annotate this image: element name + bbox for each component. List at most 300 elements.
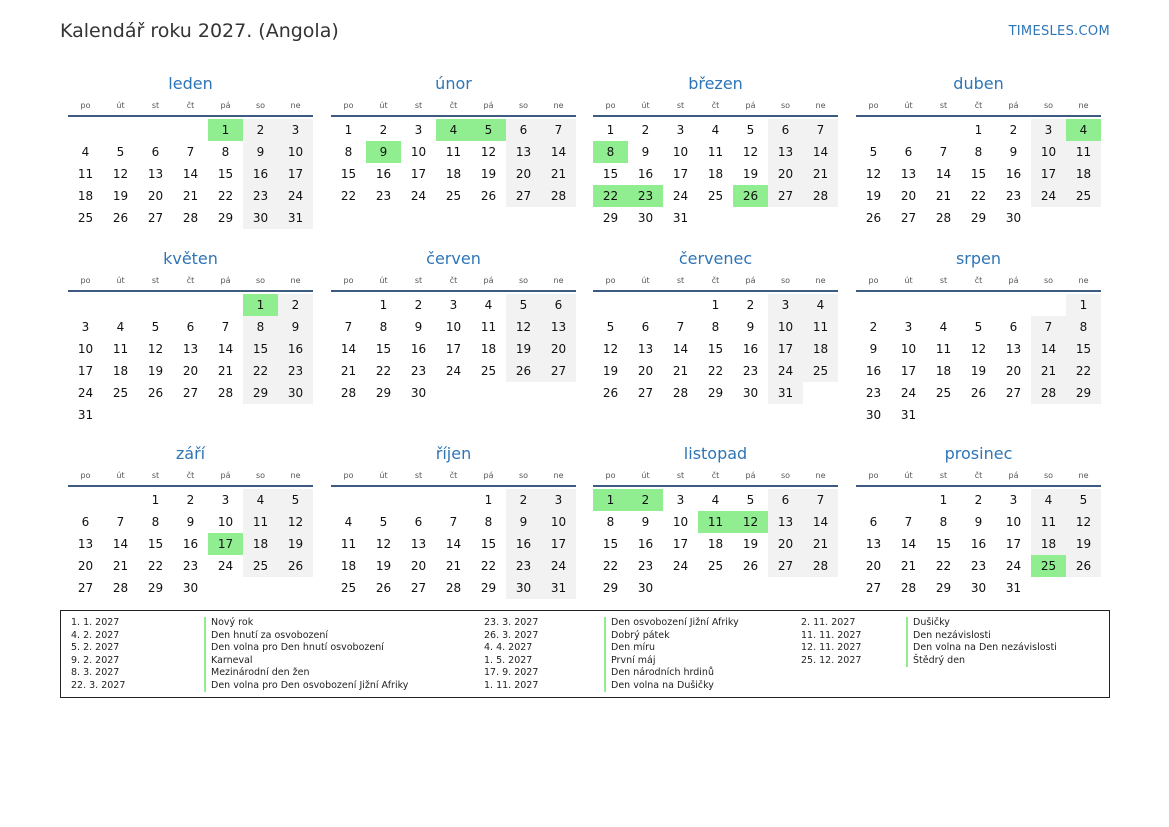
day-cell: 26 [480,189,497,203]
day-cell: 31 [900,408,917,422]
day-cell: 17 [900,364,917,378]
weekday-header [331,99,576,117]
legend-dates-column [71,617,125,692]
weekday-label: út [116,471,125,480]
day-cell: 28 [900,581,917,595]
day-cell: 25 [480,364,497,378]
day-cell: 5 [746,123,755,137]
weekday-label: st [151,471,160,480]
day-cell: 2 [243,119,278,141]
weekday-label: po [605,471,616,480]
weekday-header [68,99,313,117]
day-cell: 1 [1066,294,1101,316]
day-cell: 2 [869,320,878,334]
day-cell: 24 [541,555,576,577]
weekday-label: st [939,471,948,480]
day-cell: 22 [217,189,234,203]
day-cell: 19 [970,364,987,378]
day-cell: 11 [935,342,952,356]
holiday-day: 22 [593,185,628,207]
holiday-day: 11 [698,511,733,533]
weekday-label: st [151,101,160,110]
day-cell: 6 [768,119,803,141]
empty-cell [331,489,366,511]
day-cell: 11 [243,511,278,533]
legend-date: 4. 2. 2027 [71,629,120,641]
day-cell: 14 [803,141,838,163]
day-cell: 21 [112,559,129,573]
day-cell: 27 [865,581,882,595]
day-cell: 5 [116,145,125,159]
legend-date: 8. 3. 2027 [71,667,120,678]
month-březen [593,73,838,229]
day-cell: 30 [1005,211,1022,225]
legend-holiday-name: Den hnutí za osvobození [204,630,408,643]
day-cell: 3 [449,298,458,312]
legend-date: 11. 11. 2027 [801,629,862,641]
legend-names-column [906,617,1057,667]
day-cell: 25 [707,189,724,203]
day-cell: 12 [480,145,497,159]
day-cell: 10 [1005,515,1022,529]
day-cell: 11 [340,537,357,551]
legend-holiday-name: Mezinárodní den žen [204,667,408,680]
day-cell: 9 [506,511,541,533]
empty-cell [663,294,698,316]
day-cell: 31 [672,211,689,225]
day-cell: 8 [344,145,353,159]
day-cell: 27 [768,555,803,577]
day-cell: 18 [77,189,94,203]
day-cell: 5 [746,493,755,507]
day-cell: 11 [803,316,838,338]
day-cell: 4 [711,493,720,507]
holiday-day: 4 [436,119,471,141]
day-cell: 30 [278,382,313,404]
day-cell: 23 [410,364,427,378]
empty-cell [173,294,208,316]
empty-cell [366,489,401,511]
day-cell: 13 [768,141,803,163]
empty-cell [856,294,891,316]
day-cell: 13 [182,342,199,356]
day-cell: 13 [865,537,882,551]
month-name: leden [168,74,213,93]
weekday-label: út [116,276,125,285]
day-cell: 3 [81,320,90,334]
weekday-label: st [414,276,423,285]
day-cell: 13 [506,141,541,163]
month-listopad [593,443,838,599]
day-cell: 2 [1009,123,1018,137]
day-cell: 20 [77,559,94,573]
day-cell: 26 [278,555,313,577]
weekday-label: so [780,471,791,480]
weekday-label: st [676,276,685,285]
weekday-label: po [868,471,879,480]
month-name: květen [163,249,218,268]
day-cell: 22 [480,559,497,573]
empty-cell [401,489,436,511]
empty-cell [628,294,663,316]
day-cell: 27 [182,386,199,400]
weekday-label: čt [974,471,983,480]
day-cell: 29 [602,211,619,225]
month-name: říjen [435,444,472,463]
day-cell: 28 [182,211,199,225]
month-říjen [331,443,576,599]
weekday-label: ne [290,101,301,110]
day-cell: 17 [541,533,576,555]
day-cell: 29 [217,211,234,225]
month-prosinec [856,443,1101,599]
day-cell: 5 [974,320,983,334]
day-cell: 16 [637,537,654,551]
empty-cell [926,294,961,316]
empty-cell [331,294,366,316]
day-cell: 16 [278,338,313,360]
day-cell: 17 [672,537,689,551]
day-cell: 4 [81,145,90,159]
day-cell: 5 [151,320,160,334]
month-srpen [856,248,1101,426]
day-cell: 27 [900,211,917,225]
day-cell: 21 [672,364,689,378]
day-grid [68,294,313,426]
weekday-label: st [939,276,948,285]
weekday-label: so [518,276,529,285]
empty-cell [138,119,173,141]
day-cell: 7 [116,515,125,529]
legend-date: 4. 4. 2027 [484,642,533,653]
day-cell: 31 [278,207,313,229]
day-cell: 28 [217,386,234,400]
legend-date: 23. 3. 2027 [484,617,539,628]
empty-cell [68,119,103,141]
day-cell: 15 [243,338,278,360]
weekday-label: ne [553,101,564,110]
day-cell: 21 [182,189,199,203]
weekday-label: út [641,276,650,285]
day-cell: 17 [77,364,94,378]
day-cell: 18 [707,537,724,551]
day-cell: 28 [112,581,129,595]
month-duben [856,73,1101,229]
legend-holiday-name: Den volna pro Den osvobození Jižní Afriky [204,680,408,693]
day-cell: 27 [147,211,164,225]
day-cell: 6 [904,145,913,159]
day-cell: 7 [344,320,353,334]
day-cell: 23 [278,360,313,382]
month-name: duben [953,74,1004,93]
weekday-label: so [255,471,266,480]
day-cell: 19 [506,338,541,360]
day-grid [331,119,576,207]
day-cell: 17 [1031,163,1066,185]
legend-holiday-name: Štědrý den [906,655,1057,668]
day-cell: 3 [768,294,803,316]
day-cell: 3 [904,320,913,334]
brand-link[interactable]: TIMESLES.COM [1008,24,1110,39]
day-cell: 17 [1005,537,1022,551]
day-cell: 6 [506,119,541,141]
day-cell: 6 [151,145,160,159]
weekday-header [593,99,838,117]
weekday-label: st [676,101,685,110]
day-cell: 3 [1031,119,1066,141]
empty-cell [891,489,926,511]
day-cell: 16 [1005,167,1022,181]
day-cell: 22 [1066,360,1101,382]
weekday-label: po [605,101,616,110]
weekday-label: út [904,101,913,110]
day-cell: 20 [506,163,541,185]
day-cell: 8 [151,515,160,529]
day-cell: 8 [379,320,388,334]
weekday-label: pá [483,471,494,480]
day-cell: 15 [707,342,724,356]
weekday-label: čt [449,471,458,480]
day-cell: 29 [602,581,619,595]
day-cell: 3 [676,123,685,137]
day-cell: 5 [379,515,388,529]
day-cell: 6 [186,320,195,334]
weekday-label: pá [745,276,756,285]
weekday-label: út [379,471,388,480]
empty-cell [208,294,243,316]
day-cell: 14 [672,342,689,356]
legend-names-column [604,617,739,692]
legend-date: 9. 2. 2027 [71,654,120,666]
day-cell: 28 [935,211,952,225]
weekday-label: so [518,101,529,110]
day-cell: 23 [506,555,541,577]
day-grid [331,489,576,599]
holiday-day: 4 [1066,119,1101,141]
empty-cell [593,294,628,316]
day-cell: 8 [1066,316,1101,338]
day-cell: 19 [742,537,759,551]
day-cell: 20 [1005,364,1022,378]
day-cell: 29 [480,581,497,595]
weekday-label: st [151,276,160,285]
legend-names-column [204,617,408,692]
day-cell: 1 [711,298,720,312]
day-cell: 14 [1031,338,1066,360]
day-cell: 17 [768,338,803,360]
legend-holiday-name: Dobrý pátek [604,630,739,643]
day-cell: 29 [1066,382,1101,404]
day-cell: 9 [974,515,983,529]
day-cell: 22 [375,364,392,378]
day-cell: 26 [970,386,987,400]
day-cell: 6 [1009,320,1018,334]
day-cell: 29 [970,211,987,225]
day-cell: 5 [1066,489,1101,511]
day-cell: 28 [445,581,462,595]
weekday-label: po [80,471,91,480]
day-cell: 19 [865,189,882,203]
day-cell: 1 [974,123,983,137]
day-cell: 24 [672,189,689,203]
day-grid [68,489,313,599]
day-cell: 26 [742,559,759,573]
day-cell: 21 [340,364,357,378]
day-cell: 20 [541,338,576,360]
day-cell: 27 [77,581,94,595]
empty-cell [138,294,173,316]
day-cell: 13 [410,537,427,551]
day-cell: 23 [243,185,278,207]
weekday-label: pá [1008,276,1019,285]
day-cell: 3 [414,123,423,137]
weekday-label: so [780,276,791,285]
day-cell: 12 [602,342,619,356]
weekday-label: čt [186,276,195,285]
day-cell: 1 [151,493,160,507]
day-cell: 1 [606,123,615,137]
weekday-label: út [904,471,913,480]
day-cell: 11 [77,167,94,181]
day-cell: 18 [935,364,952,378]
day-cell: 20 [768,533,803,555]
day-cell: 21 [803,533,838,555]
day-cell: 12 [147,342,164,356]
day-cell: 11 [1066,141,1101,163]
day-cell: 24 [445,364,462,378]
weekday-label: čt [974,276,983,285]
day-cell: 20 [900,189,917,203]
day-cell: 31 [768,382,803,404]
empty-cell [856,489,891,511]
empty-cell [856,119,891,141]
day-cell: 30 [410,386,427,400]
month-červenec [593,248,838,404]
day-cell: 14 [935,167,952,181]
legend-dates-column [484,617,538,692]
day-cell: 10 [672,145,689,159]
day-cell: 14 [541,141,576,163]
day-cell: 26 [147,386,164,400]
day-cell: 8 [484,515,493,529]
month-name: březen [688,74,743,93]
weekday-label: pá [1008,471,1019,480]
day-cell: 5 [869,145,878,159]
day-cell: 28 [340,386,357,400]
weekday-label: ne [553,471,564,480]
weekday-label: st [676,471,685,480]
day-cell: 11 [480,320,497,334]
day-cell: 10 [672,515,689,529]
weekday-header [68,274,313,292]
legend-holiday-name: Nový rok [204,617,408,630]
day-cell: 12 [375,537,392,551]
day-cell: 16 [506,533,541,555]
day-cell: 5 [506,294,541,316]
day-cell: 6 [414,515,423,529]
empty-cell [68,489,103,511]
weekday-header [331,469,576,487]
day-cell: 3 [676,493,685,507]
holiday-day: 23 [628,185,663,207]
holiday-day: 25 [1031,555,1066,577]
month-červen [331,248,576,404]
day-cell: 20 [637,364,654,378]
holiday-day: 12 [733,511,768,533]
weekday-label: čt [711,276,720,285]
legend-holiday-name: Den volna na Den nezávislosti [906,642,1057,655]
day-cell: 13 [768,511,803,533]
legend-holiday-name: Dušičky [906,617,1057,630]
day-cell: 30 [243,207,278,229]
page-title: Kalendář roku 2027. (Angola) [60,20,339,42]
day-cell: 7 [1031,316,1066,338]
day-cell: 9 [869,342,878,356]
day-grid [593,489,838,599]
weekday-header [856,99,1101,117]
holiday-day: 8 [593,141,628,163]
month-únor [331,73,576,207]
day-cell: 4 [243,489,278,511]
weekday-label: pá [745,471,756,480]
weekday-label: čt [449,276,458,285]
day-cell: 7 [939,145,948,159]
holiday-day: 26 [733,185,768,207]
day-cell: 12 [506,316,541,338]
day-cell: 14 [217,342,234,356]
day-cell: 28 [672,386,689,400]
day-cell: 15 [480,537,497,551]
day-cell: 15 [1066,338,1101,360]
day-cell: 25 [1066,185,1101,207]
day-cell: 24 [278,185,313,207]
weekday-label: čt [711,101,720,110]
day-cell: 23 [1005,189,1022,203]
day-cell: 21 [900,559,917,573]
day-cell: 27 [506,185,541,207]
weekday-label: so [1043,276,1054,285]
day-grid [331,294,576,404]
day-cell: 25 [935,386,952,400]
day-cell: 23 [637,559,654,573]
day-cell: 17 [445,342,462,356]
day-cell: 27 [768,185,803,207]
weekday-label: út [379,101,388,110]
legend-holiday-name: Den volna pro Den hnutí osvobození [204,642,408,655]
day-cell: 29 [147,581,164,595]
day-cell: 20 [768,163,803,185]
day-cell: 16 [410,342,427,356]
holiday-day: 9 [366,141,401,163]
day-cell: 25 [707,559,724,573]
day-cell: 9 [186,515,195,529]
day-cell: 10 [768,316,803,338]
day-cell: 24 [768,360,803,382]
day-cell: 8 [711,320,720,334]
weekday-label: út [116,101,125,110]
day-cell: 28 [803,185,838,207]
day-cell: 4 [344,515,353,529]
day-cell: 9 [1009,145,1018,159]
day-grid [856,119,1101,229]
legend-date: 25. 12. 2027 [801,654,862,666]
weekday-label: ne [1078,101,1089,110]
day-cell: 20 [865,559,882,573]
day-cell: 23 [970,559,987,573]
day-cell: 24 [77,386,94,400]
weekday-label: čt [186,471,195,480]
day-cell: 10 [278,141,313,163]
